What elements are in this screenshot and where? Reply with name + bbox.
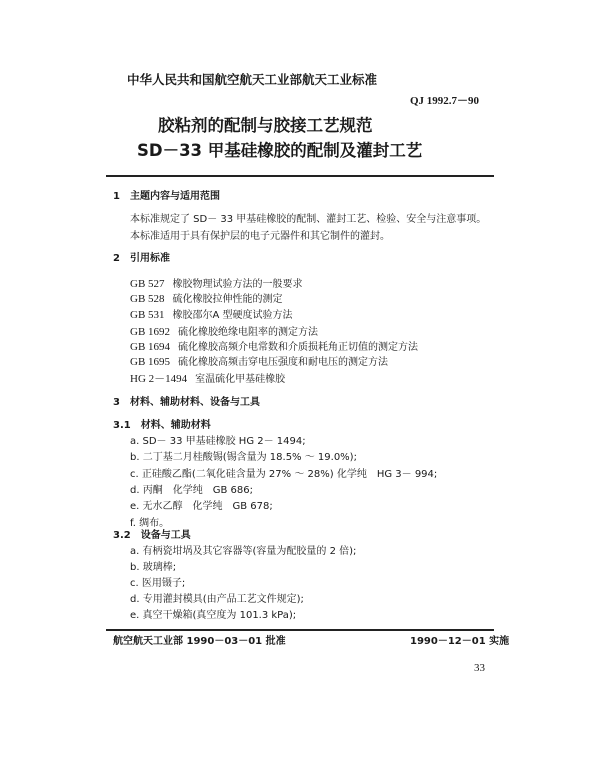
reference-title: 硫化橡胶高频介电常数和介质损耗角正切值的测定方法 (178, 342, 419, 353)
section-3-1-heading: 3.1 材料、辅助材料 (113, 420, 211, 431)
section-1-para-1: 本标准规定了 SD－ 33 甲基硅橡胶的配制、灌封工艺、检验、安全与注意事项。 (130, 214, 487, 225)
list-item: c. 医用镊子; (130, 578, 186, 589)
reference-code: HG 2－1494 (130, 373, 188, 385)
list-item: a. SD－ 33 甲基硅橡胶 HG 2－ 1494; (130, 436, 306, 447)
list-item: e. 真空干燥箱(真空度为 101.3 kPa); (130, 610, 297, 621)
list-item: a. 有柄瓷坩埚及其它容器等(容量为配胶量的 2 倍); (130, 546, 357, 557)
reference-code: GB 528 (130, 293, 165, 305)
reference-title: 硫化橡胶绝缘电阻率的测定方法 (178, 327, 319, 338)
header-rule (106, 175, 494, 177)
reference-item (130, 309, 293, 322)
list-item: e. 无水乙醇 化学纯 GB 678; (130, 501, 273, 512)
approval-date: 航空航天工业部 1990－03－01 批准 (113, 636, 286, 647)
effective-date: 1990－12－01 实施 (410, 636, 510, 647)
reference-item (130, 373, 285, 386)
list-item: b. 二丁基二月桂酸锡(锡含量为 18.5% ～ 19.0%); (130, 452, 357, 463)
reference-code: GB 1695 (130, 356, 171, 368)
reference-title: 橡胶邵尔A 型硬度试验方法 (172, 310, 293, 321)
section-2-heading: 2 引用标准 (113, 253, 170, 264)
section-3-heading: 3 材料、辅助材料、设备与工具 (113, 397, 260, 408)
issuing-authority: 中华人民共和国航空航天工业部航天工业标准 (127, 72, 378, 87)
title-line-2: SD－33 甲基硅橡胶的配制及灌封工艺 (137, 141, 423, 160)
footer-rule (106, 629, 494, 631)
reference-item (130, 326, 318, 339)
section-1-para-2: 本标准适用于具有保护层的电子元器件和其它制件的灌封。 (130, 231, 390, 242)
reference-code: GB 531 (130, 309, 165, 321)
reference-title: 室温硫化甲基硅橡胶 (195, 374, 286, 385)
reference-item (130, 356, 388, 369)
title-line-1: 胶粘剂的配制与胶接工艺规范 (158, 116, 373, 135)
reference-item (130, 341, 418, 354)
list-item: c. 正硅酸乙酯(二氧化硅含量为 27% ～ 28%) 化学纯 HG 3－ 994; (130, 469, 438, 480)
section-3-2-heading: 3.2 设备与工具 (113, 530, 191, 541)
reference-title: 橡胶物理试验方法的一般要求 (172, 279, 303, 290)
list-item: d. 专用灌封模具(由产品工艺文件规定); (130, 594, 304, 605)
reference-title: 硫化橡胶高频击穿电压强度和耐电压的测定方法 (178, 357, 389, 368)
reference-code: GB 1692 (130, 326, 171, 338)
reference-item (130, 293, 283, 306)
page-number: 33 (474, 662, 485, 674)
list-item: d. 丙酮 化学纯 GB 686; (130, 485, 253, 496)
reference-title: 硫化橡胶拉伸性能的测定 (172, 294, 283, 305)
list-item: b. 玻璃棒; (130, 562, 177, 573)
reference-code: GB 527 (130, 278, 165, 290)
standard-code: QJ 1992.7－90 (410, 95, 480, 107)
section-1-heading: 1 主题内容与适用范围 (113, 191, 220, 202)
reference-code: GB 1694 (130, 341, 171, 353)
reference-item (130, 278, 303, 291)
list-item: f. 绸布。 (130, 518, 170, 529)
